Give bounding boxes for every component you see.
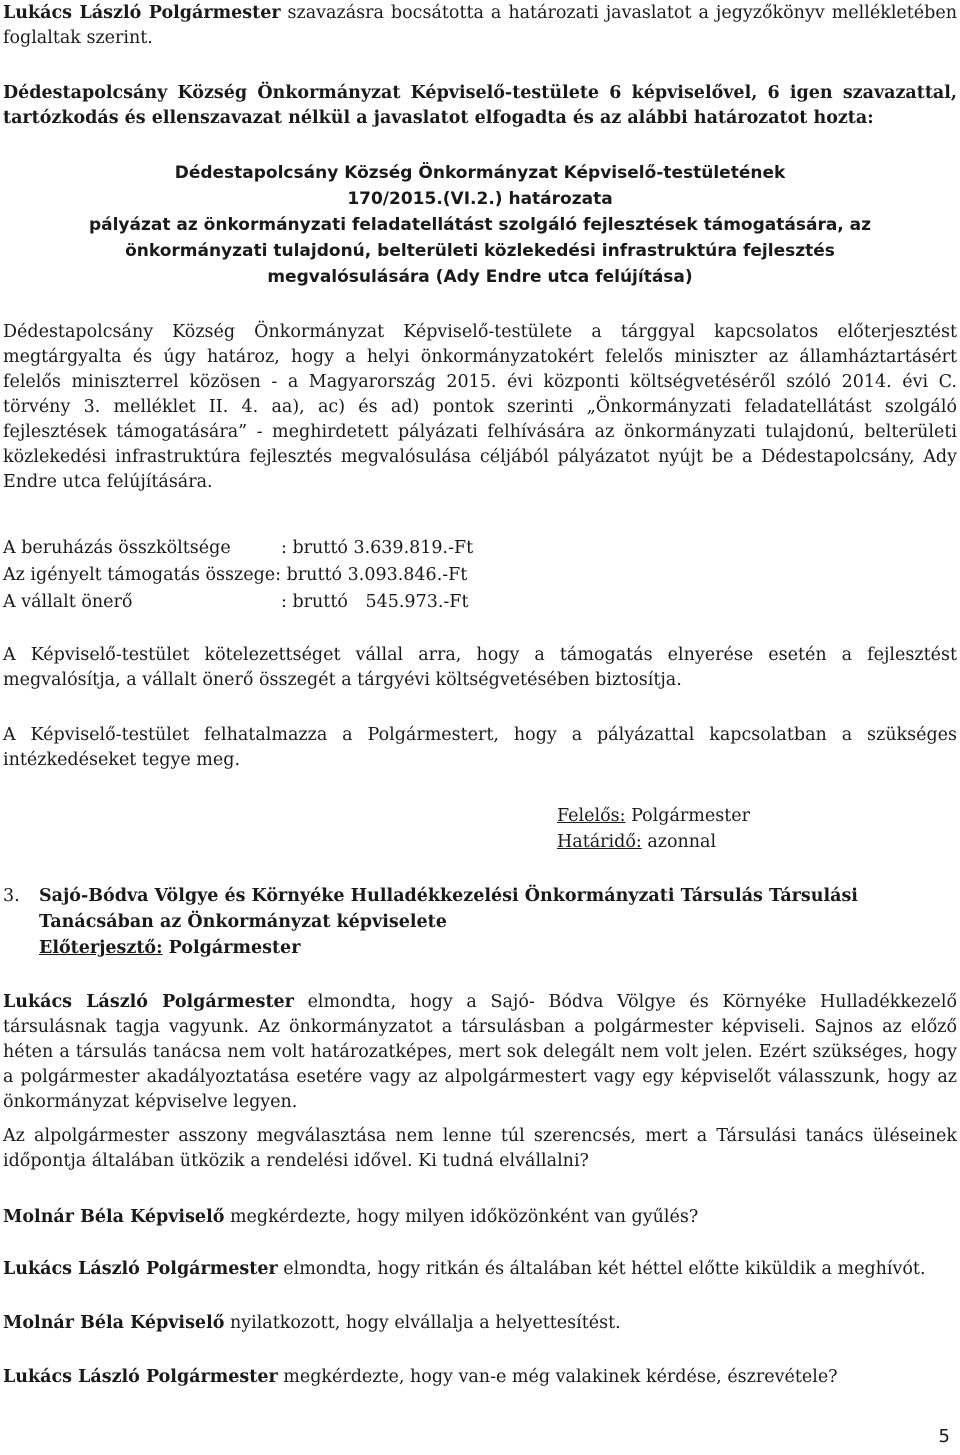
speaker-name: Lukács László Polgármester <box>3 3 281 23</box>
paragraph-text: megkérdezte, hogy van-e még valakinek kérdése, észrevétele? <box>277 1367 838 1387</box>
agenda-item-title: Sajó-Bódva Völgye és Környéke Hulladékkezelési Önkormányzati Társulás Társulási Tanácsában az Önkormányzat képviselete <box>39 886 858 932</box>
paragraph-vote-intro <box>3 1 957 51</box>
speaker-name: Molnár Béla Képviselő <box>3 1313 225 1333</box>
amount-label: Az igényelt támogatás összege <box>3 565 276 585</box>
speaker-name: Lukács László Polgármester <box>3 992 294 1012</box>
paragraph-answer <box>3 1257 957 1282</box>
amount-row <box>3 589 957 616</box>
deadline-line <box>557 829 716 856</box>
paragraph-commitment: A Képviselő-testület kötelezettséget vállal arra, hogy a támogatás elnyerése esetén a fejlesztést megvalósítja, a vállalt önerő összegét a tárgyévi költségvetésében biztosítja. <box>3 645 957 690</box>
amount-row <box>3 535 957 562</box>
speaker-name: Lukács László Polgármester <box>3 1259 278 1279</box>
responsible-label: Felelős: <box>557 806 626 826</box>
agenda-item-number: 3. <box>3 886 20 906</box>
responsible-line <box>557 803 750 830</box>
paragraph-mayor-statement <box>3 990 957 1115</box>
paragraph-question <box>3 1205 957 1230</box>
paragraph-volunteer <box>3 1311 957 1336</box>
presenter-line <box>39 935 957 961</box>
paragraph-text: megkérdezte, hogy milyen időközönként van gyűlés? <box>224 1207 699 1227</box>
resolution-number: 170/2015.(VI.2.) határozata <box>347 189 613 209</box>
paragraph-text: elmondta, hogy a Sajó- Bódva Völgye és Környéke Hulladékkezelő társulásnak tagja vagyunk. Az önkormányzatot a társulásban a polgármester képviseli. Sajnos az előző héten a társulás tanácsa nem volt határozatképes, mert sok delegált nem volt jelen. Ezért szükséges, hogy a polgármester akadályoztatása esetére vagy az alpolgármestert vagy egy képviselőt válasszunk, hogy az önkormányzat képviselve legyen. <box>3 992 957 1112</box>
paragraph-deputy: Az alpolgármester asszony megválasztása nem lenne túl szerencsés, mert a Társulási tanács üléseinek időpontja általában ütközik a rendelési idővel. Ki tudná elvállalni? <box>3 1126 957 1171</box>
speaker-name: Lukács László Polgármester <box>3 1367 278 1387</box>
deadline-label: Határidő: <box>557 832 642 852</box>
amount-sep: : bruttó <box>281 538 354 558</box>
paragraph-text: nyilatkozott, hogy elvállalja a helyettesítést. <box>224 1313 621 1333</box>
agenda-item-title-block <box>39 883 957 961</box>
paragraph-resolution-body: Dédestapolcsány Község Önkormányzat Képviselő-testülete a tárggyal kapcsolatos előterjesztést megtárgyalta és úgy határoz, hogy a helyi önkormányzatokért felelős miniszter az államháztartásért felelős miniszterrel közösen - a Magyarország 2015. évi központi költségvetéséről szóló 2014. évi C. törvény 3. melléklet II. 4. aa), ac) és ad) pontok szerinti „Önkormányzati feladatellátást szolgáló fejlesztések támogatására” - meghirdetett pályázati felhívására az önkormányzati tulajdonú, belterületi közlekedési infrastruktúra fejlesztés megvalósulása céljából pályázatot nyújt be a Dédestapolcsány, Ady Endre utca felújítására. <box>3 322 957 492</box>
presenter-label: Előterjesztő: <box>39 938 163 958</box>
paragraph-text: szavazásra bocsátotta a határozati javaslatot a jegyzőkönyv mellékletében foglaltak szerint. <box>3 3 957 48</box>
paragraph-final-question <box>3 1365 957 1390</box>
presenter-value: Polgármester <box>162 938 301 958</box>
paragraph-text: elmondta, hogy ritkán és általában két héttel előtte kiküldik a meghívót. <box>277 1259 926 1279</box>
speaker-name: Molnár Béla Képviselő <box>3 1207 225 1227</box>
amounts-list <box>3 535 957 616</box>
resolution-heading <box>3 160 957 290</box>
amount-row <box>3 562 957 589</box>
deadline-value: azonnal <box>641 832 717 852</box>
responsible-value: Polgármester <box>625 806 750 826</box>
resolution-subject: pályázat az önkormányzati feladatellátást szolgáló fejlesztések támogatására, az <box>88 215 872 235</box>
amount-value: 3.093.846.-Ft <box>347 565 468 585</box>
resolution-subject: megvalósulására (Ady Endre utca felújítása) <box>267 267 693 287</box>
resolution-subject: önkormányzati tulajdonú, belterületi közlekedési infrastruktúra fejlesztés <box>125 241 835 261</box>
amount-value: 545.973.-Ft <box>365 592 469 612</box>
paragraph-decision: Dédestapolcsány Község Önkormányzat Képviselő-testülete 6 képviselővel, 6 igen szavazattal, tartózkodás és ellenszavazat nélkül a javaslatot elfogadta és az alábbi határozatot hozta: <box>3 83 957 128</box>
resolution-line: Dédestapolcsány Község Önkormányzat Képviselő-testületének <box>174 163 786 183</box>
amount-sep: : bruttó <box>275 565 348 585</box>
amount-label: A beruházás összköltsége <box>3 538 231 558</box>
amount-label: A vállalt önerő <box>3 592 133 612</box>
page-number: 5 <box>938 1426 950 1447</box>
amount-value: 3.639.819.-Ft <box>353 538 474 558</box>
paragraph-authorization: A Képviselő-testület felhatalmazza a Polgármestert, hogy a pályázattal kapcsolatban a szükséges intézkedéseket tegye meg. <box>3 725 957 770</box>
amount-sep: : bruttó <box>281 592 354 612</box>
